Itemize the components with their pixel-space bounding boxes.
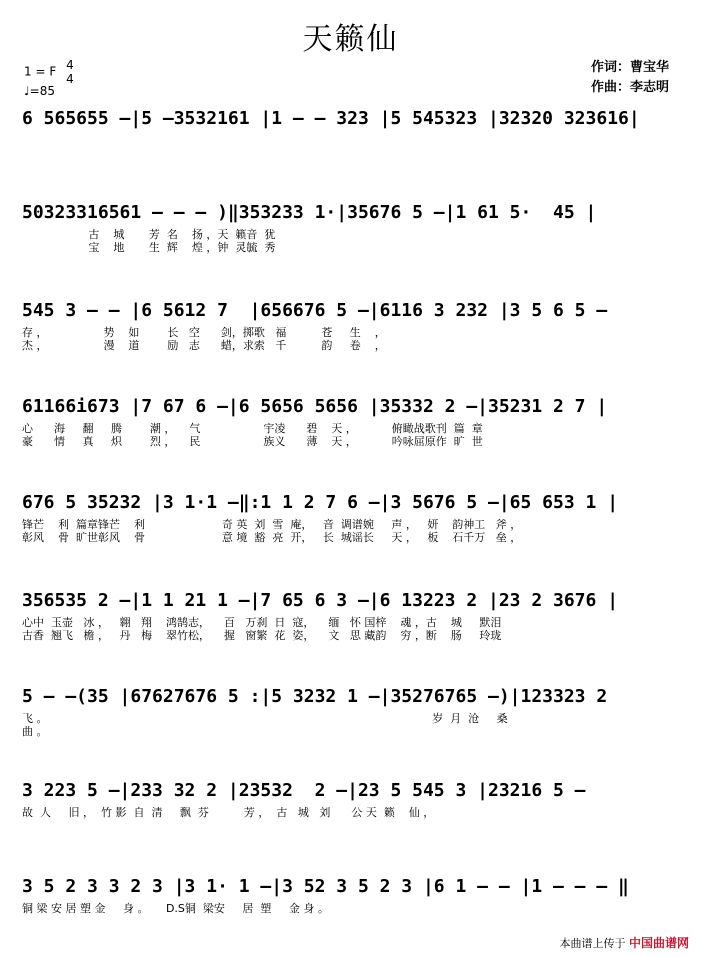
meter-top: 4 bbox=[66, 58, 74, 72]
score-line bbox=[22, 776, 682, 819]
score-line bbox=[22, 586, 682, 642]
lyric-row: 彰风 骨 旷世彰风 骨 意 境 豁 亮 开， 长 城谣长 天 ， 板 石千万 垒 ， bbox=[22, 531, 522, 544]
credits bbox=[591, 58, 669, 98]
site-logo: 中国曲谱网 bbox=[628, 936, 689, 950]
meter-bottom: 4 bbox=[66, 72, 74, 86]
notation-row: 356535 2 –|1 1 21 1 –|7 65 6 3 –|6 13223 2 |23 2 3676 | bbox=[22, 590, 619, 611]
lyric-row: 存 ， 势 如 长 空 剑，掷歌 福 苍 生 ， bbox=[22, 326, 386, 339]
notation-row: 5 – –(35 |67627676 5 :|5 3232 1 –|35276765 –)|123323 2 bbox=[22, 686, 619, 707]
footer bbox=[559, 934, 689, 951]
key-signature bbox=[24, 58, 74, 86]
lyric-row: 杰 ， 漫 道 励 志 蜡，求索 千 韵 卷 ， bbox=[22, 339, 386, 352]
score-line bbox=[22, 392, 682, 448]
score-line bbox=[22, 104, 682, 134]
lyric-row: 古香 翘飞 檐 ， 丹 梅 翠竹松， 握 窗繁 花 姿， 文 思 藏韵 穷 ，断 肠 玲珑 bbox=[22, 629, 502, 642]
notation-row: 50323316561 – – – )‖353233 1·|35676 5 –|1 61 5· 45 | bbox=[22, 202, 597, 223]
lyric-row: 宝 地 生 辉 煌 ，钟 灵毓 秀 bbox=[22, 241, 276, 254]
footer-text: 本曲谱上传于 bbox=[559, 937, 626, 950]
lyricist: 作词：曹宝华 bbox=[590, 60, 669, 75]
notation-row: 545 3 – – |6 5612 7 |656676 5 –|6116 3 232 |3 5 6 5 – bbox=[22, 300, 608, 321]
key-label: 1 = F bbox=[24, 64, 57, 79]
lyric-row: 曲 。 bbox=[22, 725, 48, 738]
score-title: 天籁仙 bbox=[302, 22, 399, 57]
lyric-row: 心 海 翻 腾 潮 ， 气 宇凌 碧 天 ， 俯瞰战歌刊 篇 章 bbox=[22, 422, 483, 435]
score-line bbox=[22, 198, 682, 254]
lyric-row: 故 人 旧 ， 竹 影 自 清 飘 芬 芳 ， 古 城 刘 公 天 籁 仙 ， bbox=[22, 806, 435, 819]
notation-row: 6 565655 –|5 –3532161 |1 – – 323 |5 545323 |32320 323616| bbox=[22, 108, 640, 129]
lyric-row: 古 城 芳 名 扬 ，天 籁音 犹 bbox=[22, 228, 276, 241]
lyric-row: 铜 梁 安 居 塑 金 身 。 D.S铜 梁安 居 塑 金 身 。 bbox=[22, 902, 329, 915]
notation-row: 676 5 35232 |3 1·1 –‖:1 1 2 7 6 –|3 5676 5 –|65 653 1 | bbox=[22, 492, 619, 513]
lyric-row: 心中 玉壶 冰 ， 翱 翔 鸿鹄志， 百 万刹 日 寇， 缅 怀 国梓 魂 ，古 城 默泪 bbox=[22, 616, 502, 629]
lyric-row: 豪 情 真 炽 烈 ， 民 族义 薄 天 ， 吟咏屈原作 旷 世 bbox=[22, 435, 483, 448]
tempo-marking: ♩=85 bbox=[24, 84, 55, 98]
score-line bbox=[22, 682, 682, 738]
score-line bbox=[22, 296, 682, 352]
lyric-row: 飞 。 岁 月 沧 桑 bbox=[22, 712, 508, 725]
lyric-row: 锋芒 利 篇章锋芒 利 奇 英 刘 雪 庵， 音 调谱婉 声 ， 妍 韵神工 斧 ， bbox=[22, 518, 522, 531]
composer: 作曲：李志明 bbox=[590, 80, 669, 95]
score-line bbox=[22, 488, 682, 544]
notation-row: 3 5 2 3 3 2 3 |3 1· 1 –|3 52 3 5 2 3 |6 1 – – |1 – – – ‖ bbox=[22, 876, 629, 897]
time-signature bbox=[66, 58, 74, 86]
notation-row: 61166i673 |7 67 6 –|6 5656 5656 |35332 2 –|35231 2 7 | bbox=[22, 396, 608, 417]
notation-row: 3 223 5 –|233 32 2 |23532 2 –|23 5 545 3 |23216 5 – bbox=[22, 780, 586, 801]
score-line bbox=[22, 872, 682, 915]
